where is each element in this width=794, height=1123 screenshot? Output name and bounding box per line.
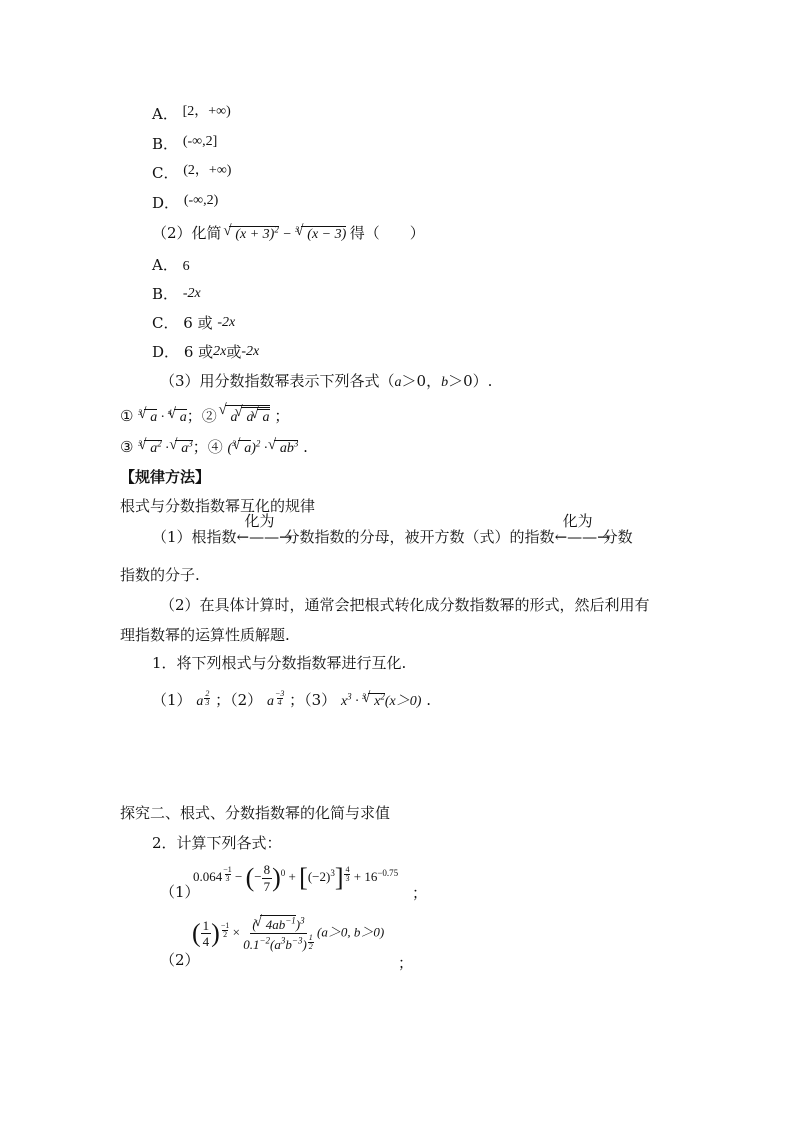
q1-option-b: [152, 134, 218, 153]
ex1-title: 1．将下列根式与分数指数幂进行互化.: [152, 654, 407, 672]
ex1-expr-2: a $\frac{-3}{4}$: [266, 689, 285, 709]
option-label: A．: [152, 105, 178, 123]
ex2-part-1-label: （1）: [160, 883, 200, 901]
ex2-expr-1: 0.064 $\frac{-1}{3}$ − (− $\frac{8}{7}$ )$^0 + [(-2)^3]$ $\frac{4}{3}$ + $16^{-0.75}$: [193, 862, 399, 894]
method-rule-2: （2）在具体计算时，通常会把根式转化成分数指数幂的形式，然后利用有: [160, 596, 650, 614]
ex1-expr-3: $x^3 \cdot ^3√$ $x^2(x>0)$: [341, 694, 421, 709]
q2-option-b: B． -2x: [152, 285, 201, 303]
method-subtitle: 根式与分数指数幂互化的规律: [120, 497, 316, 515]
option-value: [2，+∞): [182, 104, 231, 119]
q1-option-d: [152, 193, 219, 212]
q2-option-a: A． 6: [152, 256, 190, 274]
option-value: (-∞,2): [183, 193, 219, 208]
q2-option-c: C． 6 或 -2x: [152, 314, 236, 332]
q3-title: （3）用分数指数幂表示下列各式（a＞0，b＞0）.: [160, 372, 493, 390]
option-label: B．: [152, 135, 179, 153]
document-page: A． [2，+∞) B． (-∞,2] C． (2，+∞) D． (-∞,2) （2）化简 √ $(x + 3)^2 - ^3√$ (x − 3) 得（ ） A． 6 B． -2x C． 6 或 -2x D． 6 或2x或-2x （3）用分数指数幂表示下列各式（a＞0，b＞0）. ① $^3$√ a · $^4$√ a；② √ a√ a√ a ； ③ $^3$√ $a^2$ · √ $a^3$；④ ($^3$√ a)$^2$ · √ $ab^3$ . 【规律方法】 根式与分数指数幂互化的规律 （1）根指数 化为 ←——→分数指数的分母，被开方数（式）的指数 化为 ←——→分数 指数的分子. （2）在具体计算时，通常会把根式转化成分数指数幂的形式，然后利用有 理指数幂的运算性质解题. 1．将下列根式与分数指数幂进行互化. （1） a $\frac{2}{3}$ ；（2） a $\frac{-3}{4}$ ；（3） $x^3 \cdot ^3√$ $x^2(x>0)$ . 探究二、根式、分数指数幂的化简与求值 2．计算下列各式： （1） 0.064 $\frac{-1}{3}$ − (− $\frac{8}{7}$ )$^0 + [(-2)^3]$ $\frac{4}{3}$ + $16^{-0.75}$ ； （2） ( $\frac{1}{4}$ ) $\frac{-1}{2}$ × (√ $4ab^{-1})^3$ $0.1^{-2}(a^3b^{-3})$ $\frac{1}{2}$ (a＞0, b＞0) ；: [0, 0, 794, 1123]
question-prefix: （2）化简: [152, 224, 222, 242]
q3-row-2: ③ $^3$√ $a^2$ · √ $a^3$；④ ($^3$√ a)$^2$ · √ $ab^3$ .: [120, 440, 308, 456]
method-heading: 【规律方法】: [120, 468, 211, 486]
double-arrow-icon: 化为 ←——→: [554, 512, 610, 546]
explore2-title: 探究二、根式、分数指数幂的化简与求值: [120, 804, 391, 822]
q2-question: [152, 226, 425, 242]
ex1-items: （1） a $\frac{2}{3}$ ；（2） a $\frac{-3}{4}$ ；（3） $x^3 \cdot ^3√$ $x^2(x>0)$ .: [152, 690, 431, 709]
q3-expr-3: $^3$√ $a^2$ · √ $a^3$: [138, 441, 193, 456]
question-suffix: 得（ ）: [349, 224, 425, 242]
q2-expression: √ $(x + 3)^2 - ^3√$ (x − 3): [226, 227, 349, 242]
ex2-expr-2: ( $\frac{1}{4}$ ) $\frac{-1}{2}$ × (√ $4ab^{-1})^3$ $0.1^{-2}(a^3b^{-3})$ $\frac{1}{2}$ (a＞0, b＞0): [192, 915, 384, 952]
ex1-expr-1: a $\frac{2}{3}$: [196, 689, 210, 709]
option-value: (2，+∞): [183, 163, 232, 178]
q1-option-a: [152, 104, 231, 123]
method-rule-1-cont: 指数的分子.: [120, 566, 200, 584]
q3-expr-4: ($^3$√ a)$^2$ · √ $ab^3$: [228, 441, 299, 456]
double-arrow-icon: 化为 ←——→: [236, 512, 292, 546]
ex2-part-2-label: （2）: [160, 951, 200, 969]
q3-expr-2: √ a√ a√ a: [222, 410, 270, 425]
ex2-title: 2．计算下列各式：: [152, 834, 282, 852]
q2-option-d: D． 6 或2x或-2x: [152, 343, 260, 361]
q3-row-1: ① $^3$√ a · $^4$√ a；② √ a√ a√ a ；: [120, 405, 289, 425]
option-label: D．: [152, 194, 180, 212]
q1-option-c: [152, 163, 232, 182]
option-label: C．: [152, 164, 179, 182]
method-rule-1: （1）根指数 化为 ←——→分数指数的分母，被开方数（式）的指数 化为 ←——→分数: [152, 512, 633, 546]
q3-expr-1: $^3$√ a · $^4$√ a: [138, 410, 187, 425]
option-value: (-∞,2]: [182, 134, 218, 149]
method-rule-2-cont: 理指数幂的运算性质解题.: [120, 626, 290, 644]
